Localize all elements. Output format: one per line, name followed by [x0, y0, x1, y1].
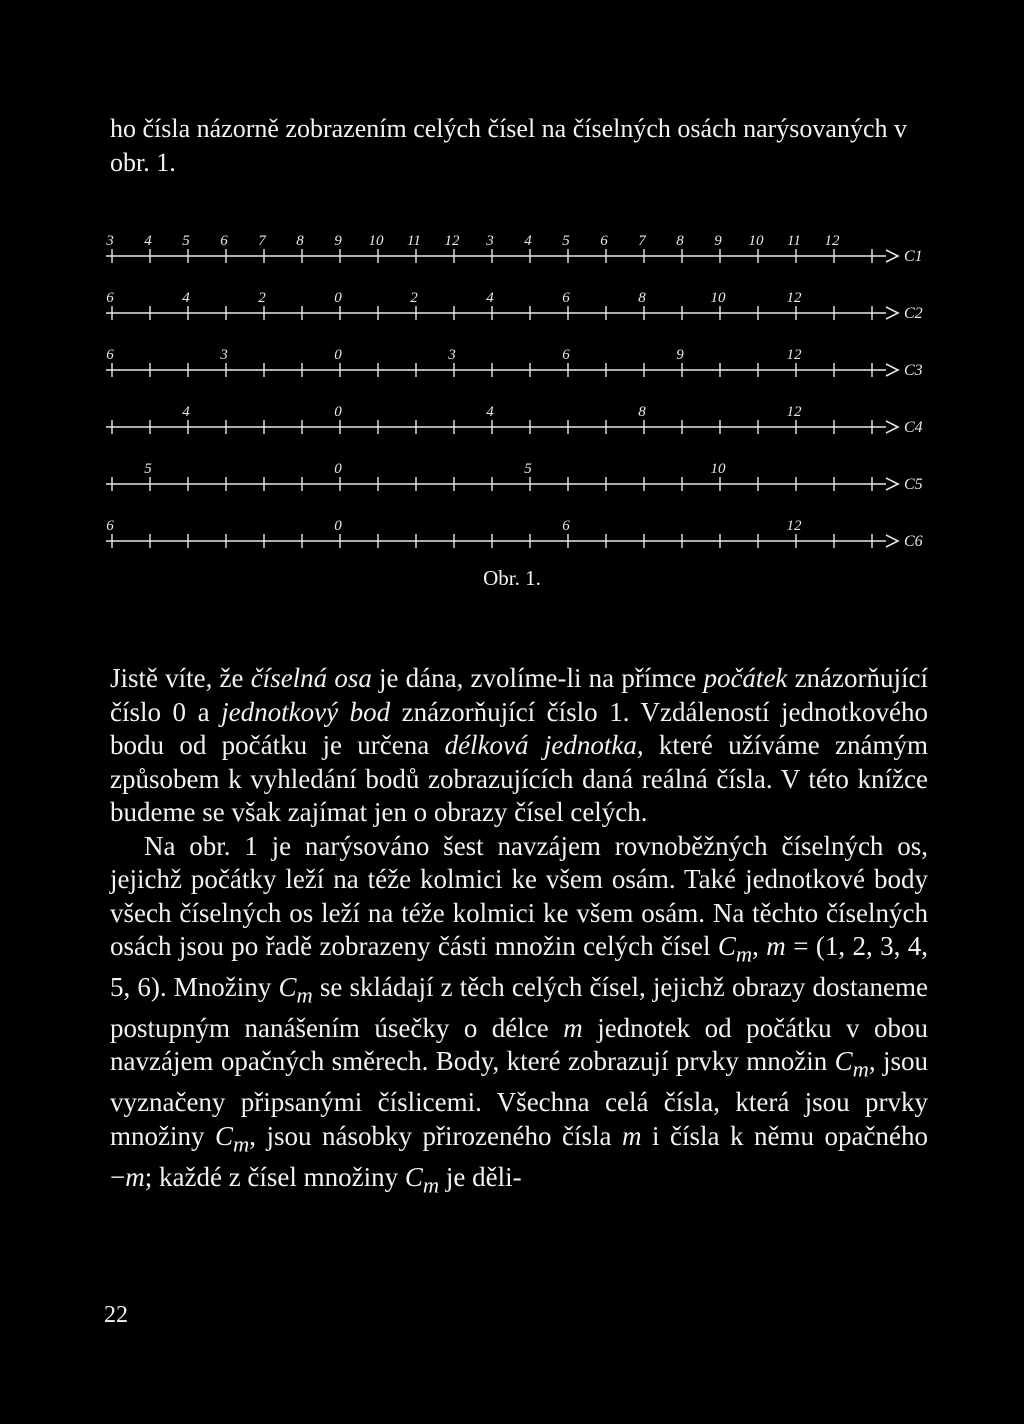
text-run: ; každé z čísel množiny — [144, 1161, 405, 1192]
tick-label: 6 — [562, 347, 570, 363]
number-axes-figure — [90, 220, 970, 550]
tick-label: 2 — [410, 290, 418, 306]
math-subscript: m — [735, 941, 753, 967]
tick-label: 12 — [824, 233, 840, 249]
tick-label: 2 — [258, 290, 266, 306]
math-var: m — [563, 1012, 583, 1043]
body-text — [110, 662, 928, 1201]
axis-name-label: C3 — [904, 362, 923, 379]
text-run: které užíváme známým způsobem k vyhledání bodů zobrazujících daná reálná čísla. V této knížce budeme se však zajímat jen o obrazy čísel celých. — [110, 730, 928, 827]
tick-label: 12 — [786, 404, 802, 420]
tick-label: 3 — [106, 233, 114, 249]
page-number: 22 — [104, 1302, 128, 1328]
tick-label: 10 — [368, 233, 384, 249]
axis-arrow — [886, 421, 898, 433]
tick-label: 11 — [407, 233, 421, 249]
tick-label: 6 — [220, 233, 228, 249]
text-run: , jsou násobky přirozeného čísla — [249, 1120, 622, 1151]
tick-label: 4 — [182, 404, 190, 420]
axis-name-label: C1 — [904, 248, 923, 265]
tick-label: 0 — [334, 461, 342, 477]
axis-arrow — [886, 535, 898, 547]
text-run: Na obr. 1 je narýsováno šest navzájem rovnoběžných číselných os, jejichž počátky leží na téže kolmici ke všem osám. Také jednotkové body všech číselných os leží na téže kolmici ke všem osám. Na těchto číselných osách jsou po řadě zobrazeny části množin celých čísel — [110, 830, 928, 961]
tick-label: 5 — [524, 461, 532, 477]
axis-arrow — [886, 250, 898, 262]
figure-caption: Obr. 1. — [483, 566, 541, 590]
tick-label: 12 — [786, 518, 802, 534]
axis-name-label: C2 — [904, 305, 923, 322]
axis-arrow — [886, 478, 898, 490]
math-subscript: m — [422, 1171, 440, 1197]
tick-label: 7 — [258, 233, 266, 249]
tick-label: 4 — [144, 233, 152, 249]
term-jednotkovy-bod: jednotkový bod — [221, 696, 391, 727]
tick-label: 0 — [334, 347, 342, 363]
math-var: C — [404, 1161, 423, 1192]
tick-label: 6 — [106, 347, 114, 363]
tick-label: 8 — [676, 233, 684, 249]
text-run: je dána, zvolíme-li na přímce — [371, 663, 704, 693]
math-subscript: m — [233, 1131, 250, 1157]
tick-label: 6 — [600, 233, 608, 249]
tick-label: 5 — [182, 233, 190, 249]
axis-name-label: C6 — [904, 533, 923, 550]
math-subscript: m — [296, 982, 313, 1008]
math-var: C — [717, 931, 736, 961]
text-run: se skládají z těch celých čísel, jejichž obrazy dostaneme postupným nanášením úsečky o délce — [110, 971, 929, 1043]
tick-label: 0 — [334, 404, 342, 420]
tick-label: 12 — [786, 290, 802, 306]
text-run: , jsou vyznačeny připsanými číslicemi. Všechna celá čísla, která jsou prvky množiny — [110, 1046, 929, 1151]
text-run: i čísla k němu opačného − — [110, 1120, 928, 1192]
text-run: znázorňující číslo 0 a — [110, 663, 928, 727]
intro-text: ho čísla názorně zobrazením celých čísel na číselných osách narýsovaných v obr. 1. — [110, 114, 907, 177]
tick-label: 4 — [486, 404, 494, 420]
axis-arrow — [886, 364, 898, 376]
tick-label: 0 — [334, 518, 342, 534]
tick-label: 4 — [524, 233, 532, 249]
math-var: m — [622, 1120, 642, 1151]
text-run: jednotek od počátku v obou navzájem opačných směrech. Body, které zobrazují prvky množin — [110, 1012, 928, 1077]
paragraph-1 — [110, 662, 928, 830]
tick-label: 9 — [714, 233, 722, 249]
math-var: C — [834, 1046, 853, 1077]
tick-label: 5 — [562, 233, 570, 249]
tick-label: 11 — [787, 233, 801, 249]
math-subscript: m — [852, 1056, 869, 1082]
tick-label: 4 — [182, 290, 190, 306]
text-run: je děli- — [439, 1161, 522, 1192]
tick-label: 6 — [562, 518, 570, 534]
tick-label: 3 — [448, 347, 456, 363]
axis-name-label: C5 — [904, 476, 923, 493]
tick-label: 3 — [486, 233, 494, 249]
tick-label: 6 — [106, 518, 114, 534]
math-var: C — [278, 971, 297, 1002]
tick-label: 8 — [296, 233, 304, 249]
tick-label: 10 — [710, 461, 726, 477]
tick-label: 12 — [786, 347, 802, 363]
tick-label: 9 — [334, 233, 342, 249]
tick-label: 6 — [562, 290, 570, 306]
axis-arrow — [886, 307, 898, 319]
tick-label: 8 — [638, 404, 646, 420]
tick-label: 10 — [748, 233, 764, 249]
term-ciselna-osa: číselná osa — [250, 663, 372, 693]
text-run: , — [752, 931, 767, 961]
tick-label: 9 — [676, 347, 684, 363]
axis-name-label: C4 — [904, 419, 923, 436]
tick-label: 12 — [444, 233, 460, 249]
tick-label: 8 — [638, 290, 646, 306]
term-pocatek: počátek — [703, 663, 788, 693]
tick-label: 5 — [144, 461, 152, 477]
tick-label: 0 — [334, 290, 342, 306]
tick-label: 3 — [220, 347, 228, 363]
tick-label: 4 — [486, 290, 494, 306]
math-var: C — [215, 1120, 234, 1151]
math-var: m — [125, 1161, 145, 1192]
paragraph-2 — [110, 830, 928, 1202]
tick-label: 7 — [638, 233, 646, 249]
tick-label: 10 — [710, 290, 726, 306]
text-run: = (1, 2, 3, 4, 5, 6). Množiny — [110, 931, 929, 1002]
term-delkova-jednotka: délková jednotka, — [444, 730, 644, 760]
tick-label: 6 — [106, 290, 114, 306]
math-var: m — [766, 931, 786, 961]
text-run: znázorňující číslo 1. Vzdáleností jednotkového bodu od počátku je určena — [110, 696, 928, 760]
text-run: Jistě víte, že — [110, 663, 251, 693]
